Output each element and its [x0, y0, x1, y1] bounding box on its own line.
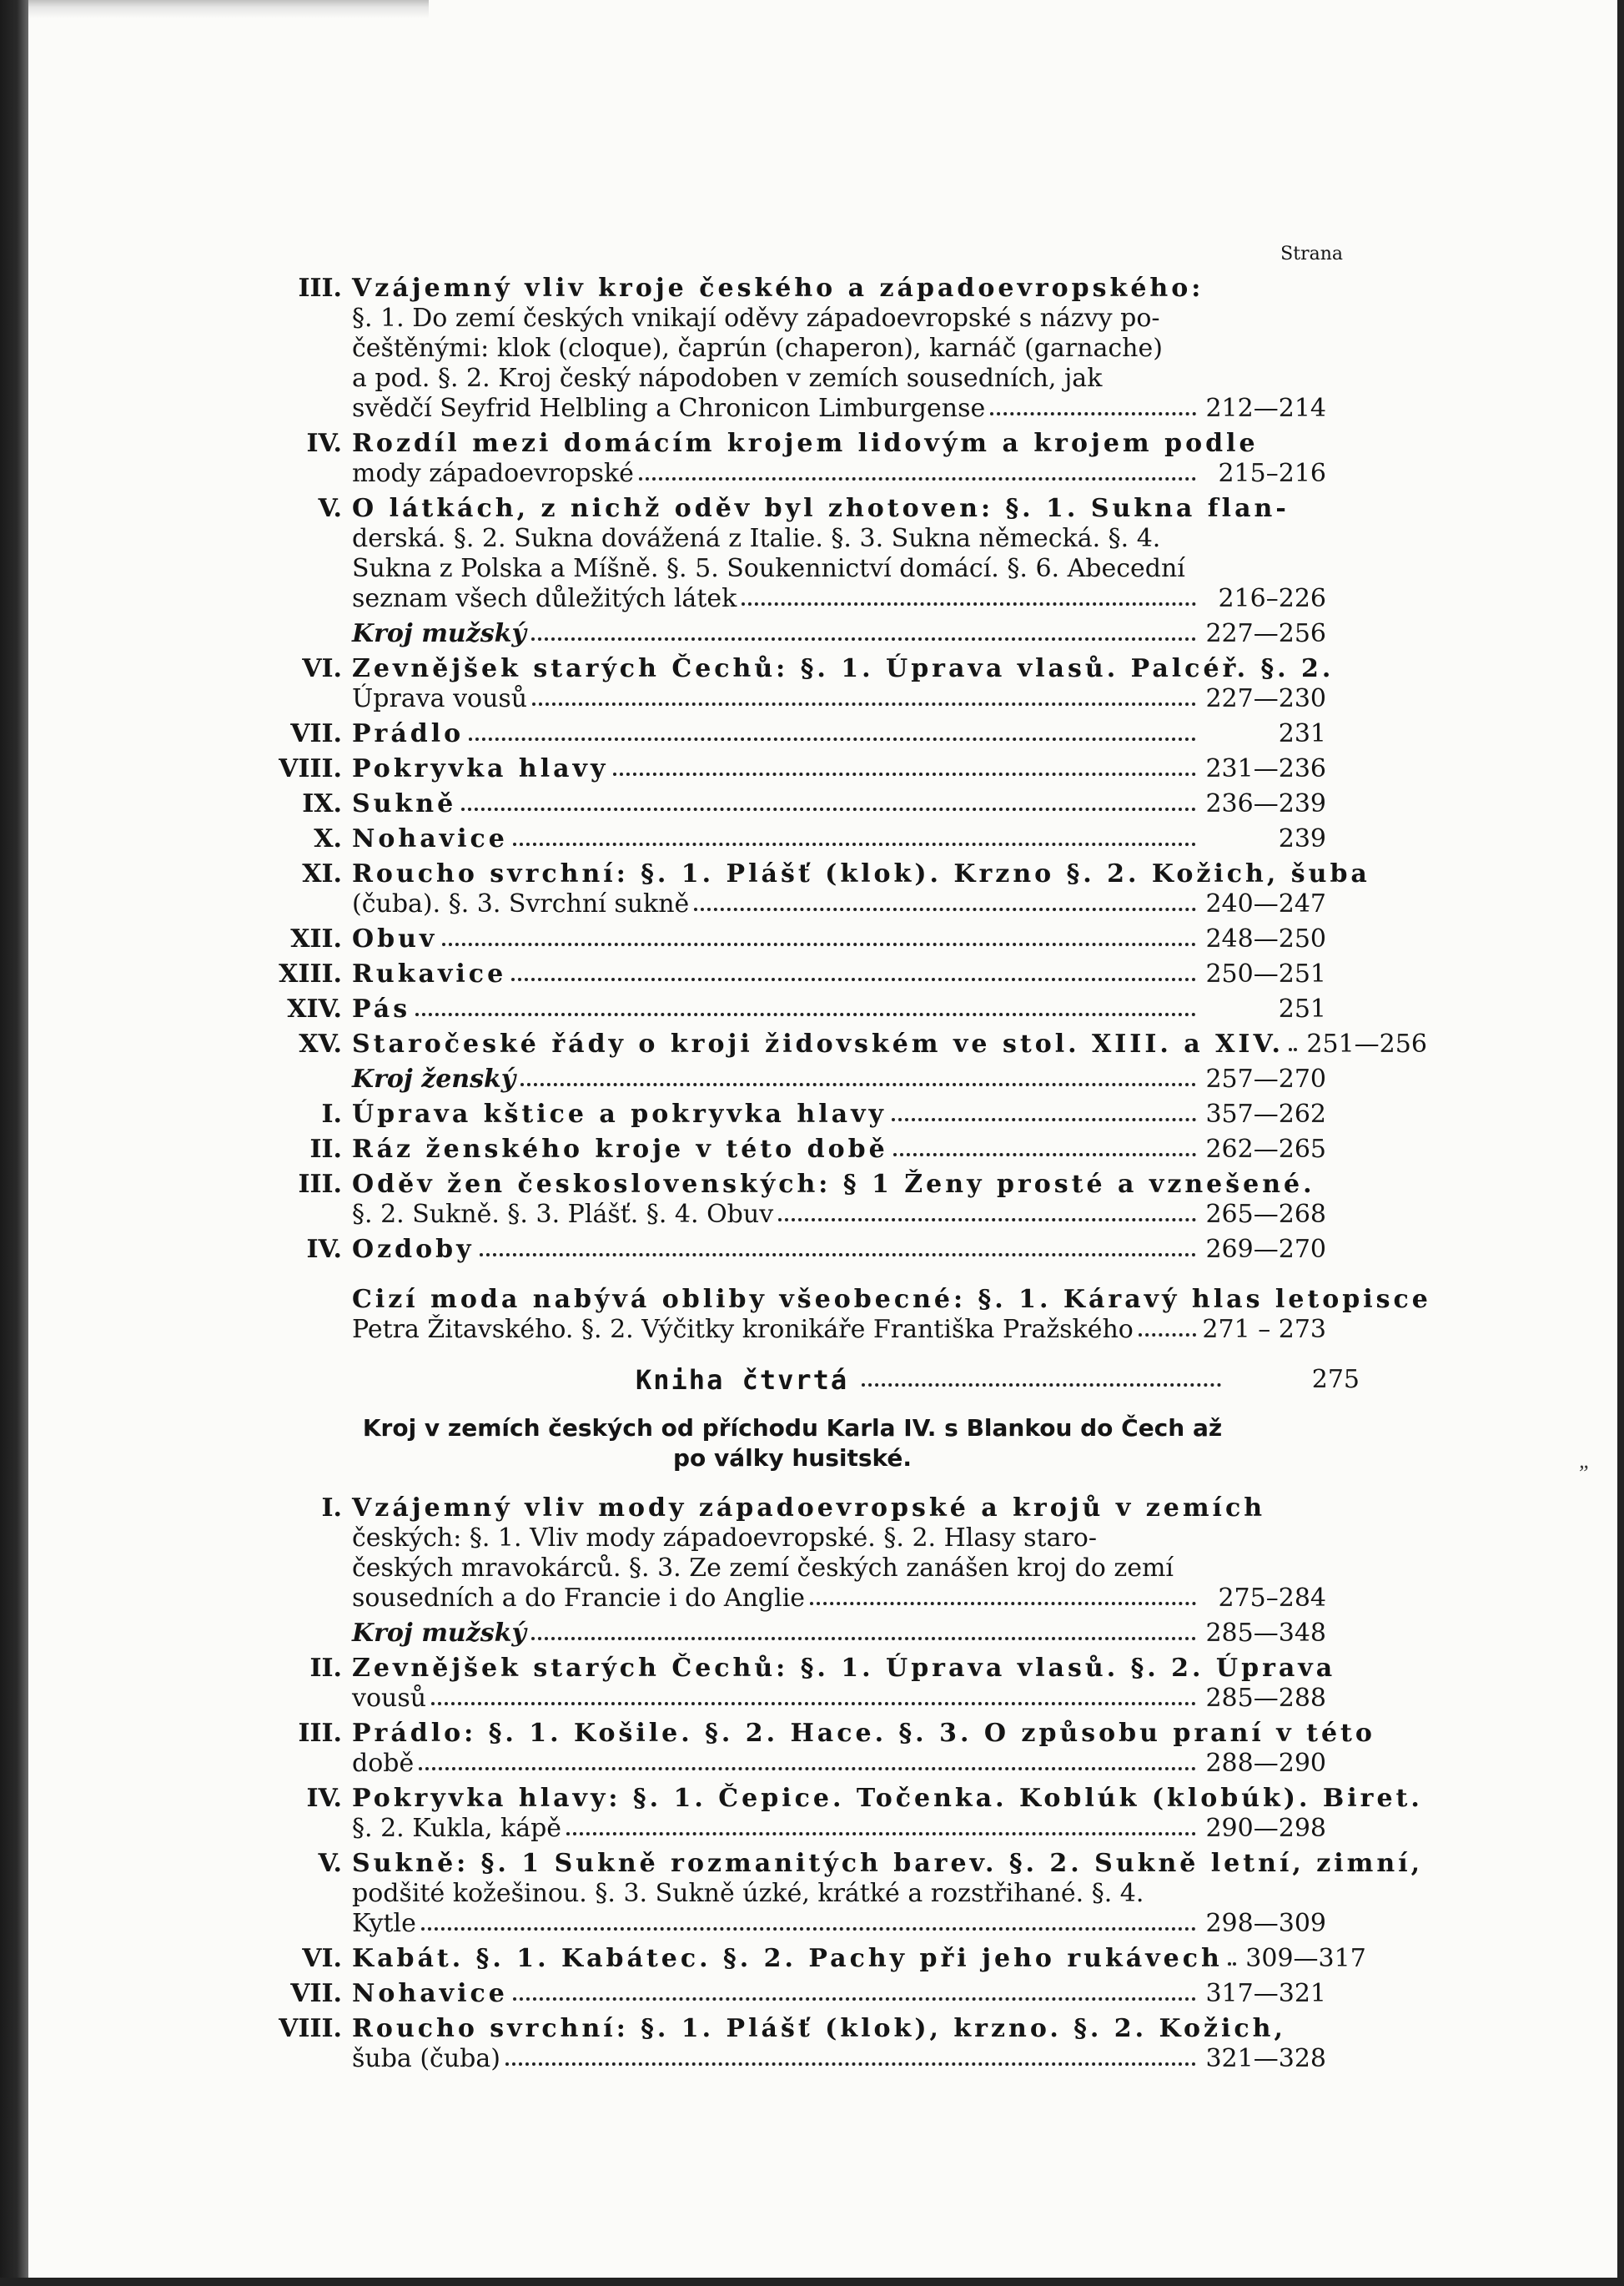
- entry-line: [352, 1030, 1427, 1060]
- page-range: 216–226: [1218, 584, 1326, 613]
- entry-line: [352, 959, 1326, 989]
- scan-frame-bottom: [0, 2278, 1624, 2286]
- chapter-number: IV.: [306, 1784, 342, 1813]
- entry-title: Rozdíl mezi domácím krojem lidovým a krojem podle: [352, 429, 1259, 458]
- entry-line: [352, 1170, 1326, 1200]
- page-range: 240—247: [1205, 889, 1326, 919]
- entry-text: seznam všech důležitých látek: [352, 584, 737, 613]
- chapter-number: VII.: [290, 1979, 342, 2008]
- page-range: 317—321: [1205, 1979, 1326, 2008]
- entry-body: [352, 1654, 1336, 1714]
- scan-frame-right: [1617, 0, 1624, 2286]
- entry-title: Pás: [352, 994, 411, 1024]
- page-range: 231: [1278, 719, 1326, 748]
- toc-entry: [250, 1135, 1360, 1165]
- entry-line: [352, 459, 1326, 489]
- entry-text: šuba (čuba): [352, 2044, 500, 2073]
- book-page-ref: 275: [1311, 1365, 1360, 1394]
- entry-title: Zevnějšek starých Čechů: §. 1. Úprava vlasů. §. 2. Úprava: [352, 1654, 1336, 1683]
- entry-body: [352, 1030, 1427, 1060]
- entry-body: [352, 924, 1326, 954]
- entry-text: §. 1. Do zemí českých vnikají oděvy západoevropské s názvy po-: [352, 304, 1160, 333]
- entry-title: Sukně: §. 1 Sukně rozmanitých barev. §. 2. Sukně letní, zimní,: [352, 1849, 1424, 1878]
- leader-dots: [566, 1814, 1196, 1835]
- book-subtitle: Kroj v zemích českých od příchodu Karla IV. s Blankou do Čech až po války husitské.: [362, 1414, 1223, 1472]
- leader-dots: [639, 459, 1196, 481]
- entry-line: [352, 2044, 1326, 2074]
- entry-body: [352, 1619, 1326, 1649]
- chapter-number: VI.: [302, 654, 342, 683]
- toc-entry: [250, 959, 1360, 989]
- entry-text: Sukna z Polska a Míšně. §. 5. Soukennictví domácí. §. 6. Abecední: [352, 554, 1185, 583]
- entry-title: Úprava kštice a pokryvka hlavy: [352, 1100, 887, 1129]
- entry-title: Kroj mužský: [352, 1619, 526, 1648]
- toc-section-2: [250, 1493, 1424, 2074]
- entry-line: [352, 1944, 1366, 1974]
- toc-entry: [250, 994, 1360, 1025]
- entry-body: [352, 619, 1326, 649]
- chapter-number: V.: [318, 494, 342, 523]
- leader-dots: [513, 824, 1196, 846]
- entry-title: Sukně: [352, 789, 457, 818]
- page-range: 285—288: [1205, 1684, 1326, 1713]
- entry-text: svědčí Seyfrid Helbling a Chronicon Limburgense: [352, 394, 986, 423]
- entry-line: [352, 334, 1326, 364]
- entry-line: [352, 654, 1335, 684]
- entry-text: §. 2. Sukně. §. 3. Plášť. §. 4. Obuv: [352, 1200, 774, 1229]
- leader-dots: [511, 959, 1196, 981]
- entry-text: Úprava vousů: [352, 684, 528, 713]
- entry-line: [352, 1684, 1326, 1714]
- entry-title: Roucho svrchní: §. 1. Plášť (klok), krzno. §. 2. Kožich,: [352, 2014, 1286, 2043]
- entry-title: Ráz ženského kroje v této době: [352, 1135, 888, 1164]
- entry-title: Kabát. §. 1. Kabátec. §. 2. Pachy při jeho rukávech: [352, 1944, 1223, 1973]
- leader-dots: [1139, 1315, 1196, 1337]
- entry-line: [352, 684, 1326, 714]
- leader-dots: [421, 1909, 1196, 1931]
- chapter-number: II.: [309, 1135, 342, 1164]
- entry-body: [352, 1719, 1375, 1779]
- entry-line: [352, 274, 1326, 304]
- entry-line: [352, 1849, 1424, 1879]
- entry-body: [352, 994, 1326, 1025]
- entry-text: Kytle: [352, 1909, 416, 1938]
- toc-list: [250, 274, 1431, 2079]
- entry-line: [352, 859, 1370, 889]
- book-heading: [250, 1363, 1360, 1397]
- entry-line: [352, 924, 1326, 954]
- toc-entry: [250, 1030, 1427, 1060]
- leader-dots: [513, 1979, 1196, 2001]
- page-range: 215–216: [1218, 459, 1326, 488]
- toc-entry: [250, 1654, 1360, 1714]
- chapter-number: I.: [321, 1100, 342, 1129]
- entry-line: [352, 1065, 1326, 1095]
- entry-line: [352, 1879, 1326, 1909]
- entry-line: [352, 1285, 1431, 1315]
- leader-dots: [1228, 1944, 1236, 1966]
- entry-title: Staročeské řády o kroji židovském ve stol. XIII. a XIV.: [352, 1030, 1284, 1059]
- page-range: 357—262: [1205, 1100, 1326, 1129]
- entry-body: [352, 494, 1326, 614]
- entry-line: [352, 1200, 1326, 1230]
- page-column-header: Strana: [1280, 244, 1343, 264]
- entry-body: [352, 1493, 1326, 1614]
- entry-body: [352, 2014, 1326, 2074]
- entry-body: [352, 1979, 1326, 2009]
- entry-line: [352, 1584, 1326, 1614]
- entry-body: [352, 1100, 1326, 1130]
- toc-entry: [250, 859, 1370, 919]
- page-range: 321—328: [1205, 2044, 1326, 2073]
- page-range: 239: [1278, 824, 1326, 853]
- entry-body: [352, 1784, 1423, 1844]
- chapter-number: XIV.: [287, 994, 342, 1024]
- leader-dots: [990, 394, 1196, 415]
- entry-body: [352, 1285, 1431, 1345]
- entry-body: [352, 1944, 1366, 1974]
- toc-entry: [250, 789, 1360, 819]
- entry-text: derská. §. 2. Sukna dovážená z Italie. §. 3. Sukna německá. §. 4.: [352, 524, 1161, 553]
- entry-line: [352, 1909, 1326, 1939]
- page-range: 248—250: [1205, 924, 1326, 954]
- chapter-number: XIII.: [279, 959, 342, 989]
- chapter-number: X.: [314, 824, 342, 853]
- entry-text: §. 2. Kukla, kápě: [352, 1814, 562, 1843]
- entry-title: Rukavice: [352, 959, 507, 989]
- leader-dots: [520, 1065, 1196, 1086]
- leader-dots: [892, 1100, 1196, 1121]
- entry-title: Kroj ženský: [352, 1065, 516, 1094]
- toc-entry: [250, 654, 1360, 714]
- entry-line: [352, 754, 1326, 784]
- toc-section-1: [250, 274, 1431, 1345]
- entry-title: Nohavice: [352, 1979, 508, 2008]
- toc-entry: [250, 1100, 1360, 1130]
- entry-line: [352, 1100, 1326, 1130]
- leader-dots: [613, 754, 1196, 776]
- page-range: 275–284: [1218, 1584, 1326, 1613]
- entry-line: [352, 619, 1326, 649]
- entry-body: [352, 1135, 1326, 1165]
- chapter-number: XV.: [299, 1030, 342, 1059]
- leader-dots: [480, 1235, 1196, 1256]
- entry-title: Ozdoby: [352, 1235, 475, 1264]
- toc-entry: [250, 274, 1360, 424]
- entry-title: Vzájemný vliv mody západoevropské a krojů v zemích: [352, 1493, 1266, 1523]
- entry-line: [352, 1814, 1326, 1844]
- entry-text: českých mravokárců. §. 3. Ze zemí českých zanášen kroj do zemí: [352, 1553, 1174, 1583]
- entry-line: [352, 889, 1326, 919]
- chapter-number: IV.: [306, 429, 342, 458]
- entry-body: [352, 719, 1326, 749]
- entry-title: Obuv: [352, 924, 438, 954]
- entry-text: vousů: [352, 1684, 427, 1713]
- chapter-number: IV.: [306, 1235, 342, 1264]
- entry-text: českých: §. 1. Vliv mody západoevropské. §. 2. Hlasy staro-: [352, 1523, 1097, 1553]
- page-range: 288—290: [1205, 1749, 1326, 1778]
- toc-entry: [250, 1849, 1424, 1939]
- page-range: 227—230: [1205, 684, 1326, 713]
- entry-title: Prádlo: [352, 719, 465, 748]
- page-edge-shadow: [28, 0, 429, 18]
- chapter-number: V.: [318, 1849, 342, 1878]
- toc-entry: [250, 1493, 1360, 1614]
- entry-title: Oděv žen československých: § 1 Ženy prosté a vznešené.: [352, 1170, 1315, 1199]
- leader-dots: [778, 1200, 1196, 1221]
- entry-title: Zevnějšek starých Čechů: §. 1. Úprava vlasů. Palcéř. §. 2.: [352, 654, 1335, 683]
- entry-title: Vzájemný vliv kroje českého a západoevropského:: [352, 274, 1204, 303]
- page-range: 212—214: [1205, 394, 1326, 423]
- leader-dots: [419, 1749, 1196, 1770]
- chapter-number: VI.: [302, 1944, 342, 1973]
- entry-title: Kroj mužský: [352, 619, 526, 648]
- entry-line: [352, 1784, 1423, 1814]
- entry-line: [352, 394, 1326, 424]
- entry-line: [352, 429, 1326, 459]
- leader-dots: [742, 584, 1196, 606]
- page-range: 236—239: [1205, 789, 1326, 818]
- leader-dots: [862, 1363, 1221, 1387]
- chapter-number: VII.: [290, 719, 342, 748]
- entry-body: [352, 824, 1326, 854]
- entry-title: Cizí moda nabývá obliby všeobecné: §. 1. Káravý hlas letopisce: [352, 1285, 1431, 1314]
- entry-text: Petra Žitavského. §. 2. Výčitky kronikáře Františka Pražského: [352, 1315, 1134, 1344]
- entry-title: Roucho svrchní: §. 1. Plášť (klok). Krzno §. 2. Kožich, šuba: [352, 859, 1370, 889]
- leader-dots: [469, 719, 1196, 741]
- leader-dots: [505, 2044, 1196, 2066]
- entry-line: [352, 1619, 1326, 1649]
- page-range: 269—270: [1205, 1235, 1326, 1264]
- page-range: 309—317: [1245, 1944, 1366, 1973]
- entry-body: [352, 1235, 1326, 1265]
- toc-entry: [250, 1719, 1375, 1779]
- entry-text: sousedních a do Francie i do Anglie: [352, 1584, 806, 1613]
- toc-entry: [250, 1170, 1360, 1230]
- toc-entry: [250, 1065, 1360, 1095]
- entry-body: [352, 1065, 1326, 1095]
- book-title: Kniha čtvrtá: [636, 1364, 849, 1396]
- entry-body: [352, 274, 1326, 424]
- toc-entry: [250, 1944, 1366, 1974]
- margin-mark: „: [1579, 1448, 1591, 1473]
- entry-line: [352, 304, 1326, 334]
- toc-entry: [250, 619, 1360, 649]
- chapter-number: IX.: [302, 789, 342, 818]
- entry-text: češtěnými: klok (cloque), čaprún (chaperon), karnáč (garnache): [352, 334, 1163, 363]
- entry-line: [352, 554, 1326, 584]
- page-range: 265—268: [1205, 1200, 1326, 1229]
- toc-entry: [250, 1619, 1360, 1649]
- chapter-number: II.: [309, 1654, 342, 1683]
- toc-entry: [250, 1235, 1360, 1265]
- leader-dots: [532, 684, 1196, 706]
- page-range: 250—251: [1205, 959, 1326, 989]
- entry-text: mody západoevropské: [352, 459, 634, 488]
- entry-title: Pokryvka hlavy: §. 1. Čepice. Točenka. Koblúk (klobúk). Biret.: [352, 1784, 1423, 1813]
- toc-entry: [250, 2014, 1360, 2074]
- entry-line: [352, 584, 1326, 614]
- entry-line: [352, 2014, 1326, 2044]
- leader-dots: [694, 889, 1196, 911]
- page-range: 251—256: [1306, 1030, 1427, 1059]
- entry-title: Pokryvka hlavy: [352, 754, 609, 783]
- leader-dots: [531, 1619, 1196, 1640]
- entry-body: [352, 1849, 1424, 1939]
- entry-line: [352, 1523, 1326, 1553]
- page-range: 257—270: [1205, 1065, 1326, 1094]
- chapter-number: XII.: [290, 924, 342, 954]
- toc-entry: [250, 1285, 1431, 1345]
- entry-title: Nohavice: [352, 824, 508, 853]
- leader-dots: [461, 789, 1196, 811]
- spacer: [250, 1270, 1360, 1285]
- entry-line: [352, 1135, 1326, 1165]
- page-range: 290—298: [1205, 1814, 1326, 1843]
- leader-dots: [810, 1584, 1196, 1605]
- entry-text: a pod. §. 2. Kroj český nápodoben v zemích sousedních, jak: [352, 364, 1103, 393]
- entry-line: [352, 1553, 1326, 1584]
- chapter-number: III.: [298, 274, 342, 303]
- entry-line: [352, 1654, 1336, 1684]
- page-range: 285—348: [1205, 1619, 1326, 1648]
- entry-line: [352, 1979, 1326, 2009]
- toc-entry: [250, 924, 1360, 954]
- entry-line: [352, 494, 1326, 524]
- entry-body: [352, 859, 1370, 919]
- entry-text: době: [352, 1749, 415, 1778]
- entry-line: [352, 1235, 1326, 1265]
- entry-body: [352, 654, 1335, 714]
- entry-line: [352, 1493, 1326, 1523]
- entry-line: [352, 524, 1326, 554]
- entry-text: (čuba). §. 3. Svrchní sukně: [352, 889, 690, 919]
- toc-entry: [250, 754, 1360, 784]
- toc-entry: [250, 429, 1360, 489]
- chapter-number: VIII.: [279, 754, 342, 783]
- entry-line: [352, 1315, 1326, 1345]
- leader-dots: [415, 994, 1196, 1016]
- entry-line: [352, 824, 1326, 854]
- entry-title: Prádlo: §. 1. Košile. §. 2. Hace. §. 3. O způsobu praní v této: [352, 1719, 1375, 1748]
- leader-dots: [893, 1135, 1196, 1156]
- entry-title: O látkách, z nichž oděv byl zhotoven: §. 1. Sukna flan-: [352, 494, 1290, 523]
- leader-dots: [531, 619, 1196, 641]
- page-range: 251: [1278, 994, 1326, 1024]
- toc-entry: [250, 494, 1360, 614]
- entry-body: [352, 429, 1326, 489]
- chapter-number: XI.: [302, 859, 342, 889]
- chapter-number: VIII.: [279, 2014, 342, 2043]
- leader-dots: [431, 1684, 1196, 1705]
- leader-dots: [442, 924, 1196, 946]
- entry-body: [352, 959, 1326, 989]
- entry-line: [352, 789, 1326, 819]
- entry-line: [352, 994, 1326, 1025]
- toc-entry: [250, 1784, 1423, 1844]
- page-range: 262—265: [1205, 1135, 1326, 1164]
- entry-body: [352, 754, 1326, 784]
- entry-body: [352, 1170, 1326, 1230]
- chapter-number: III.: [298, 1170, 342, 1199]
- leader-dots: [1289, 1030, 1297, 1051]
- page-range: 227—256: [1205, 619, 1326, 648]
- toc-entry: [250, 1979, 1360, 2009]
- page-range: 298—309: [1205, 1909, 1326, 1938]
- entry-text: podšité kožešinou. §. 3. Sukně úzké, krátké a rozstřihané. §. 4.: [352, 1879, 1144, 1908]
- entry-line: [352, 1719, 1375, 1749]
- page-range: 231—236: [1205, 754, 1326, 783]
- entry-body: [352, 789, 1326, 819]
- toc-entry: [250, 824, 1360, 854]
- book-spine: [0, 0, 28, 2286]
- entry-line: [352, 719, 1326, 749]
- entry-line: [352, 1749, 1326, 1779]
- toc-entry: [250, 719, 1360, 749]
- page-range: 271 – 273: [1202, 1315, 1326, 1344]
- entry-line: [352, 364, 1326, 394]
- chapter-number: III.: [298, 1719, 342, 1748]
- chapter-number: I.: [321, 1493, 342, 1523]
